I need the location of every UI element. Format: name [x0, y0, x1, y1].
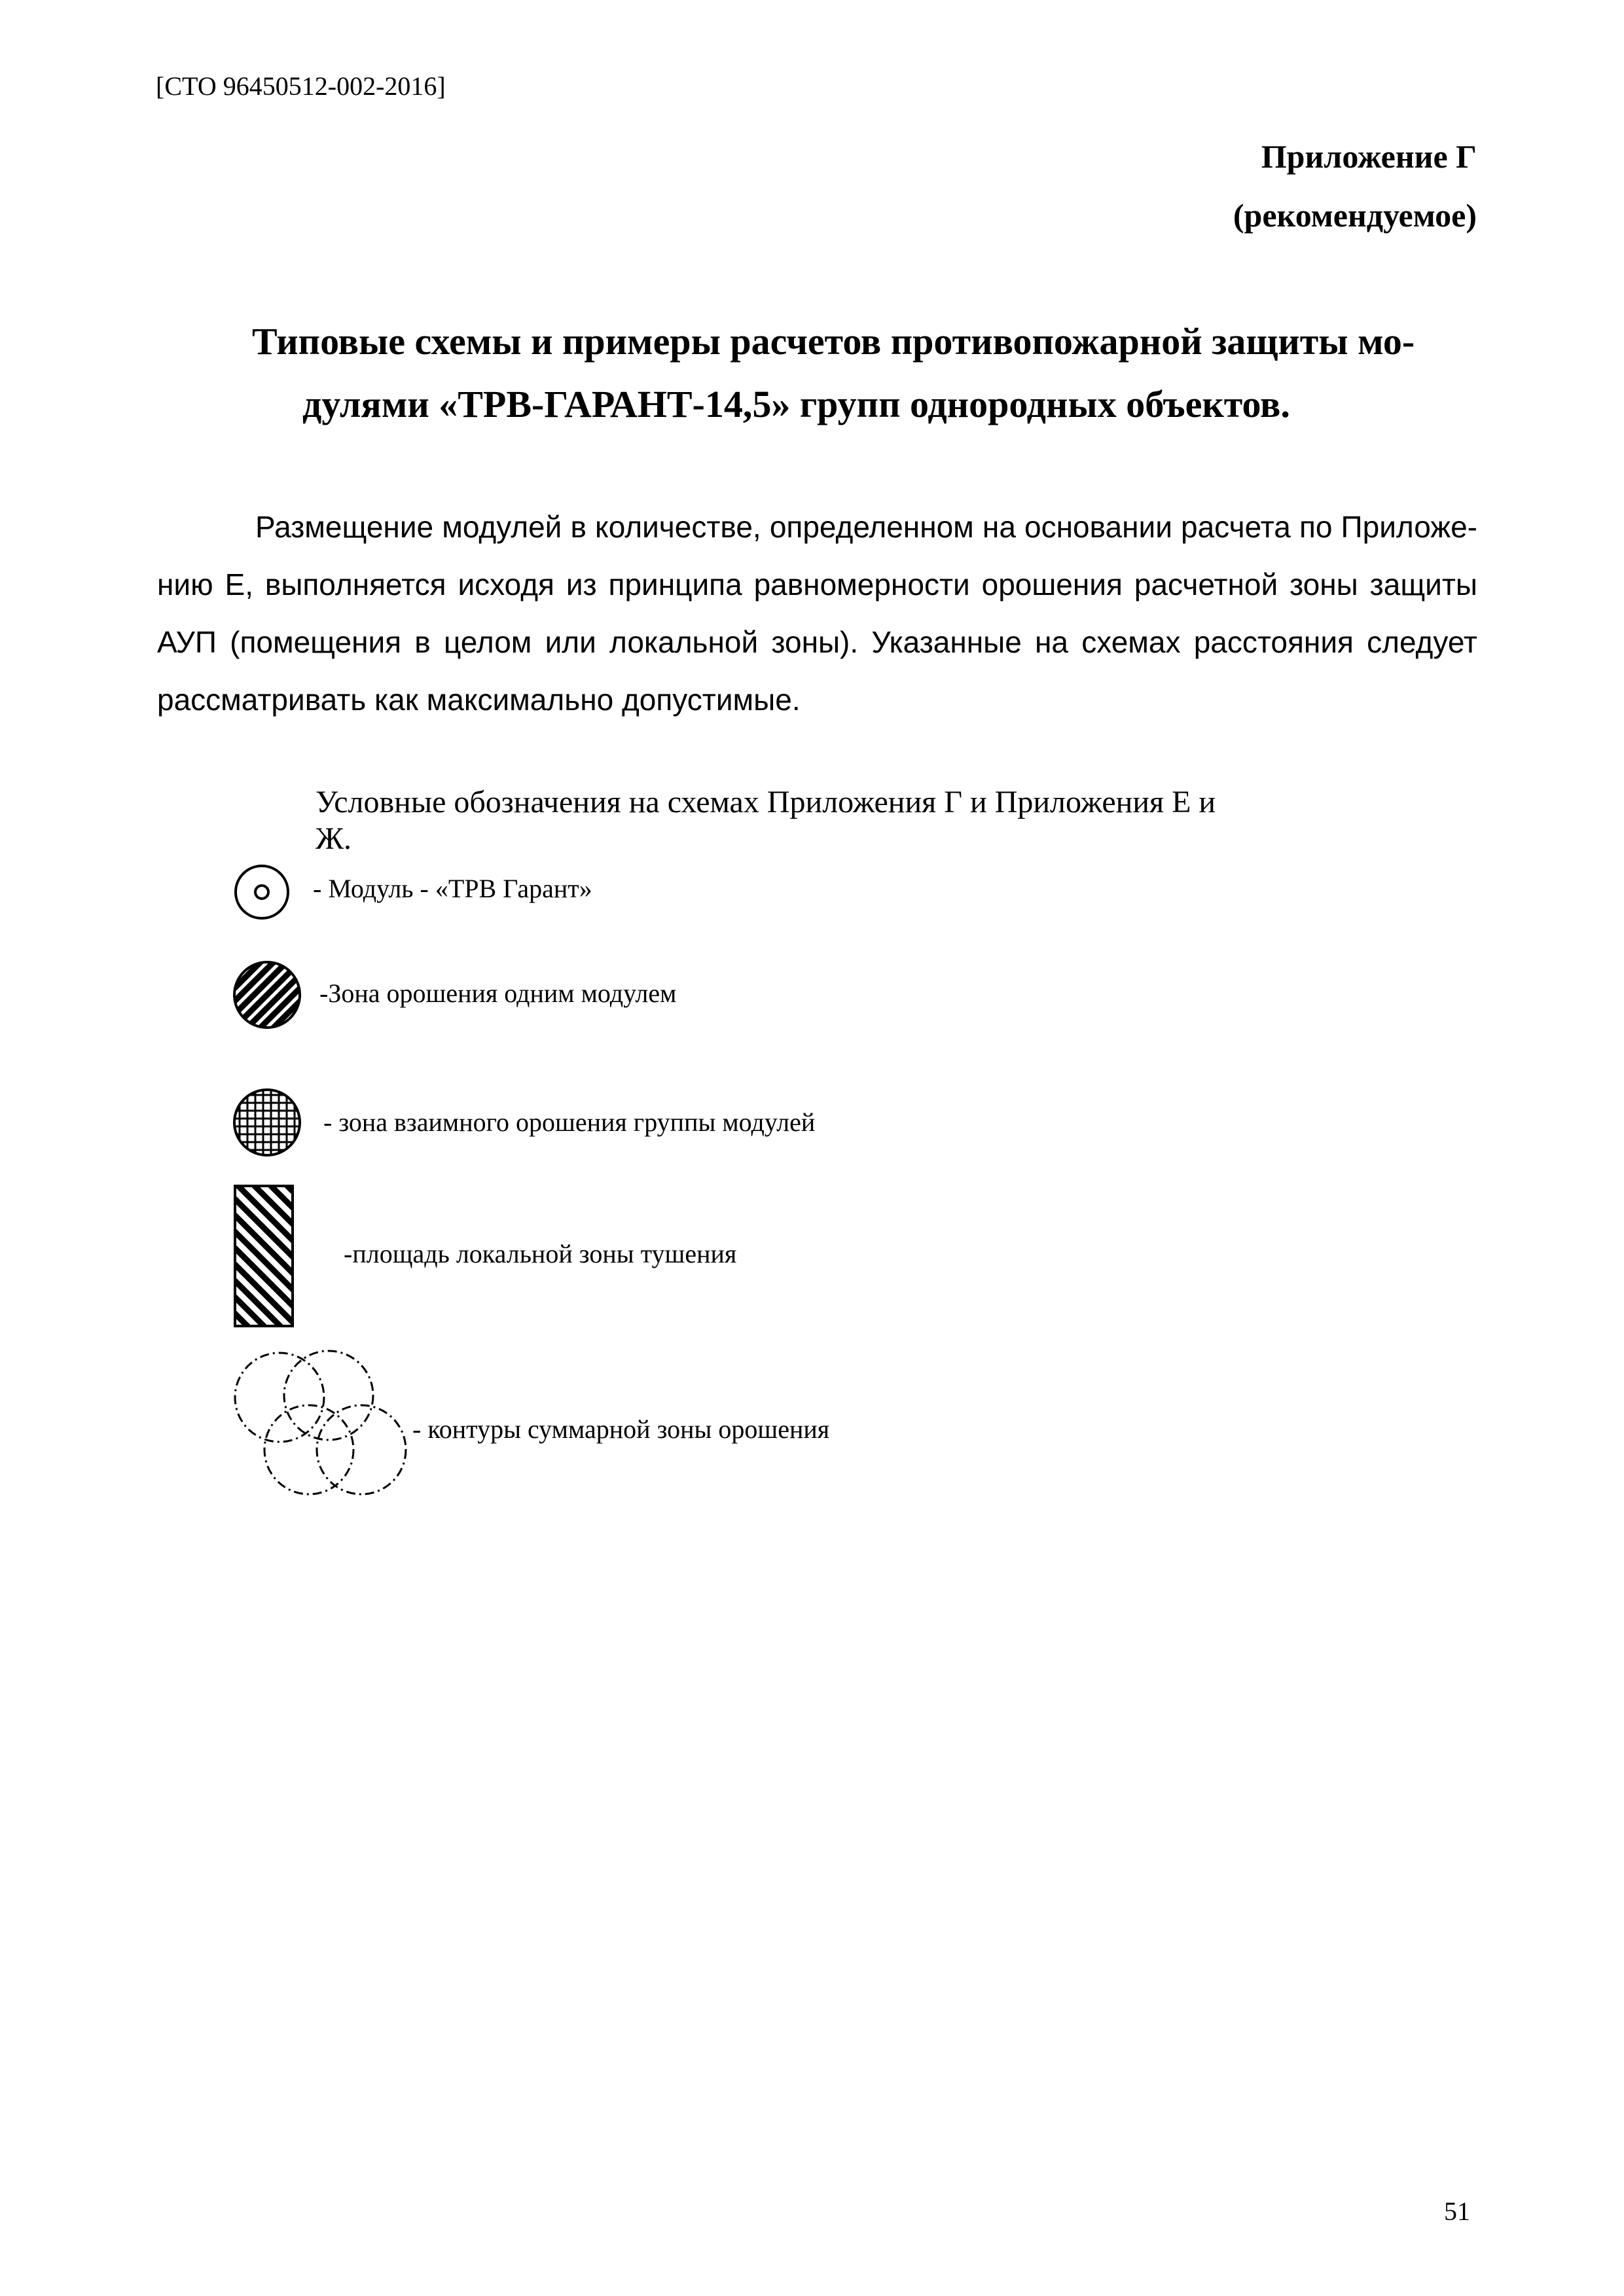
- mutual-zone-grid-icon: [231, 1086, 303, 1158]
- paragraph-line: Размещение модулей в количестве, определенном на основании расчета по Приложе-: [255, 510, 1477, 544]
- legend-label-single-zone: -Зона орошения одним модулем: [319, 978, 677, 1008]
- total-zone-contour-icon: [230, 1348, 410, 1499]
- appendix-type: (рекомендуемое): [1233, 197, 1477, 234]
- module-icon: [232, 863, 291, 922]
- paragraph-line: рассматривать как максимально допустимые.: [157, 683, 801, 717]
- legend-title-continuation: Ж.: [316, 821, 352, 856]
- legend-title: Условные обозначения на схемах Приложения Г и Приложения Е и: [316, 785, 1216, 819]
- legend-label-module: - Модуль - «ТРВ Гарант»: [313, 874, 592, 903]
- single-zone-hatch-icon: [231, 959, 303, 1031]
- legend-label-total-zone: - контуры суммарной зоны орошения: [412, 1414, 830, 1444]
- local-zone-hatch-icon: [234, 1185, 294, 1327]
- paragraph-line: нию Е, выполняется исходя из принципа равномерности орошения расчетной зоны защиты: [157, 567, 1477, 601]
- paragraph-line: АУП (помещения в целом или локальной зоны). Указанные на схемах расстояния следует: [157, 625, 1477, 659]
- legend-label-mutual-zone: - зона взаимного орошения группы модулей: [323, 1107, 816, 1137]
- document-code: [СТО 96450512-002-2016]: [156, 71, 446, 101]
- main-title-line-2: дулями «ТРВ-ГАРАНТ-14,5» групп однородных объектов.: [302, 383, 1290, 425]
- legend-label-local-zone: -площадь локальной зоны тушения: [344, 1239, 737, 1268]
- page-number: 51: [1444, 2197, 1470, 2226]
- main-title-line-1: Типовые схемы и примеры расчетов противопожарной защиты мо-: [252, 320, 1415, 363]
- appendix-title: Приложение Г: [1261, 138, 1477, 175]
